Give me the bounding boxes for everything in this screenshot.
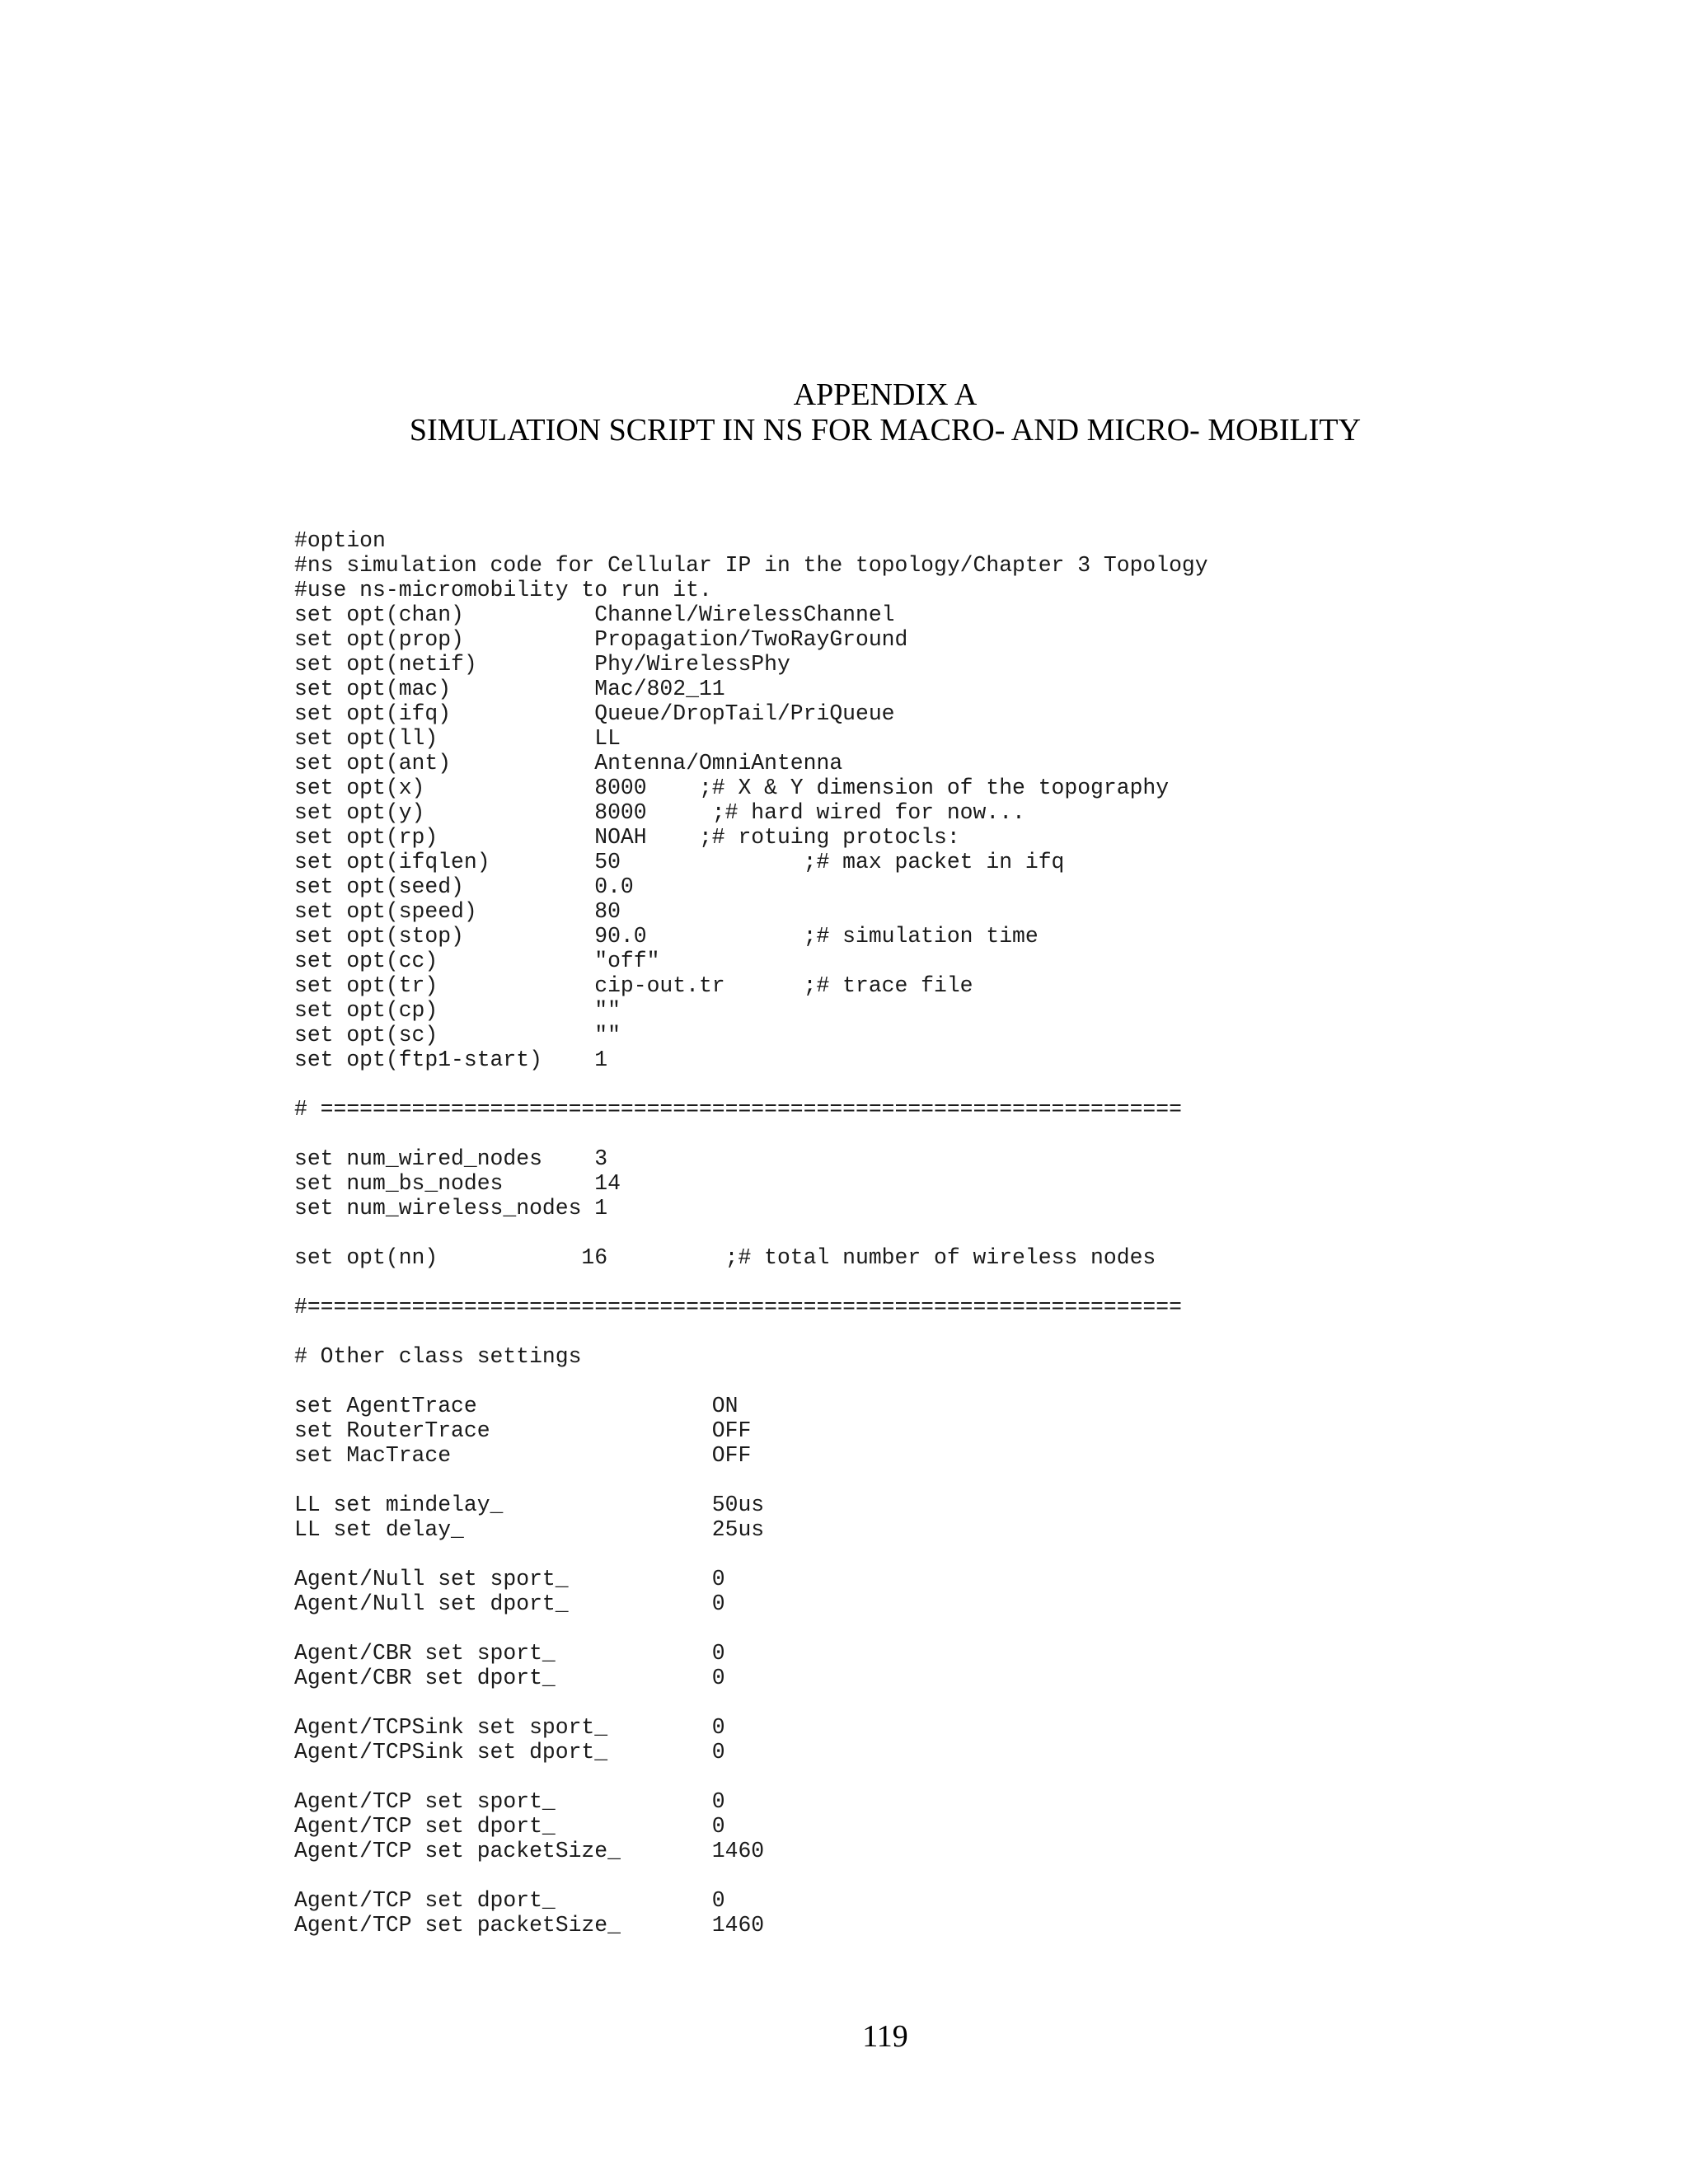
code-line: Agent/TCP set packetSize_ 1460 <box>294 1913 765 1938</box>
code-line: Agent/TCP set sport_ 0 <box>294 1789 725 1814</box>
code-line: set opt(netif) Phy/WirelessPhy <box>294 652 790 677</box>
code-line: #=================================================================== <box>294 1295 1182 1319</box>
code-line: Agent/TCP set dport_ 0 <box>294 1814 725 1839</box>
code-line: # Other class settings <box>294 1344 582 1369</box>
code-line: set MacTrace OFF <box>294 1443 752 1468</box>
code-line: Agent/TCPSink set dport_ 0 <box>294 1740 725 1765</box>
code-line: Agent/CBR set sport_ 0 <box>294 1641 725 1666</box>
code-line: set opt(ftp1-start) 1 <box>294 1047 608 1072</box>
code-line: set opt(ll) LL <box>294 726 621 751</box>
code-line: set opt(nn) 16 ;# total number of wireless nodes <box>294 1245 1156 1270</box>
code-line <box>294 1690 1208 1715</box>
code-line: Agent/TCPSink set sport_ 0 <box>294 1715 725 1740</box>
appendix-title: SIMULATION SCRIPT IN NS FOR MACRO- AND MICRO- MOBILITY <box>409 413 1362 448</box>
code-line: set num_wireless_nodes 1 <box>294 1196 608 1221</box>
appendix-label: APPENDIX A <box>793 377 978 412</box>
code-line: #option <box>294 528 386 553</box>
code-line: set opt(y) 8000 ;# hard wired for now... <box>294 800 1025 825</box>
code-line <box>294 1542 1208 1567</box>
code-line <box>294 1072 1208 1097</box>
code-line: # ================================================================== <box>294 1097 1182 1122</box>
code-line: set opt(chan) Channel/WirelessChannel <box>294 602 895 627</box>
code-line: LL set delay_ 25us <box>294 1517 765 1542</box>
code-line: set num_bs_nodes 14 <box>294 1171 621 1196</box>
code-line <box>294 1270 1208 1295</box>
code-line <box>294 1616 1208 1641</box>
code-line <box>294 1468 1208 1493</box>
code-line: Agent/Null set dport_ 0 <box>294 1591 725 1616</box>
code-line <box>294 1221 1208 1245</box>
code-line <box>294 1369 1208 1394</box>
code-line: set opt(seed) 0.0 <box>294 874 634 899</box>
code-line: set opt(prop) Propagation/TwoRayGround <box>294 627 908 652</box>
code-line: set opt(speed) 80 <box>294 899 621 924</box>
code-line: set opt(ifq) Queue/DropTail/PriQueue <box>294 701 895 726</box>
code-line: set opt(ant) Antenna/OmniAntenna <box>294 751 843 776</box>
code-line: set num_wired_nodes 3 <box>294 1146 608 1171</box>
code-line: #ns simulation code for Cellular IP in the topology/Chapter 3 Topology <box>294 553 1208 578</box>
code-line: Agent/TCP set packetSize_ 1460 <box>294 1839 765 1863</box>
code-line: set opt(tr) cip-out.tr ;# trace file <box>294 973 973 998</box>
code-line: set opt(stop) 90.0 ;# simulation time <box>294 924 1039 949</box>
code-line: Agent/Null set sport_ 0 <box>294 1567 725 1591</box>
code-listing <box>294 528 1208 1938</box>
code-line: set opt(sc) "" <box>294 1023 621 1047</box>
code-line: set opt(cp) "" <box>294 998 621 1023</box>
code-line: #use ns-micromobility to run it. <box>294 578 712 602</box>
code-line <box>294 1122 1208 1146</box>
code-line <box>294 1863 1208 1888</box>
code-line: set RouterTrace OFF <box>294 1418 752 1443</box>
code-line: set opt(cc) "off" <box>294 949 660 973</box>
code-line: set opt(x) 8000 ;# X & Y dimension of the topography <box>294 776 1170 800</box>
page-number: 119 <box>862 2019 908 2054</box>
code-line: Agent/CBR set dport_ 0 <box>294 1666 725 1690</box>
code-line <box>294 1765 1208 1789</box>
code-line: set opt(mac) Mac/802_11 <box>294 677 725 701</box>
code-line: Agent/TCP set dport_ 0 <box>294 1888 725 1913</box>
code-line: set opt(ifqlen) 50 ;# max packet in ifq <box>294 850 1065 874</box>
code-line <box>294 1319 1208 1344</box>
code-line: set opt(rp) NOAH ;# rotuing protocls: <box>294 825 960 850</box>
code-line: LL set mindelay_ 50us <box>294 1493 765 1517</box>
code-line: set AgentTrace ON <box>294 1394 738 1418</box>
